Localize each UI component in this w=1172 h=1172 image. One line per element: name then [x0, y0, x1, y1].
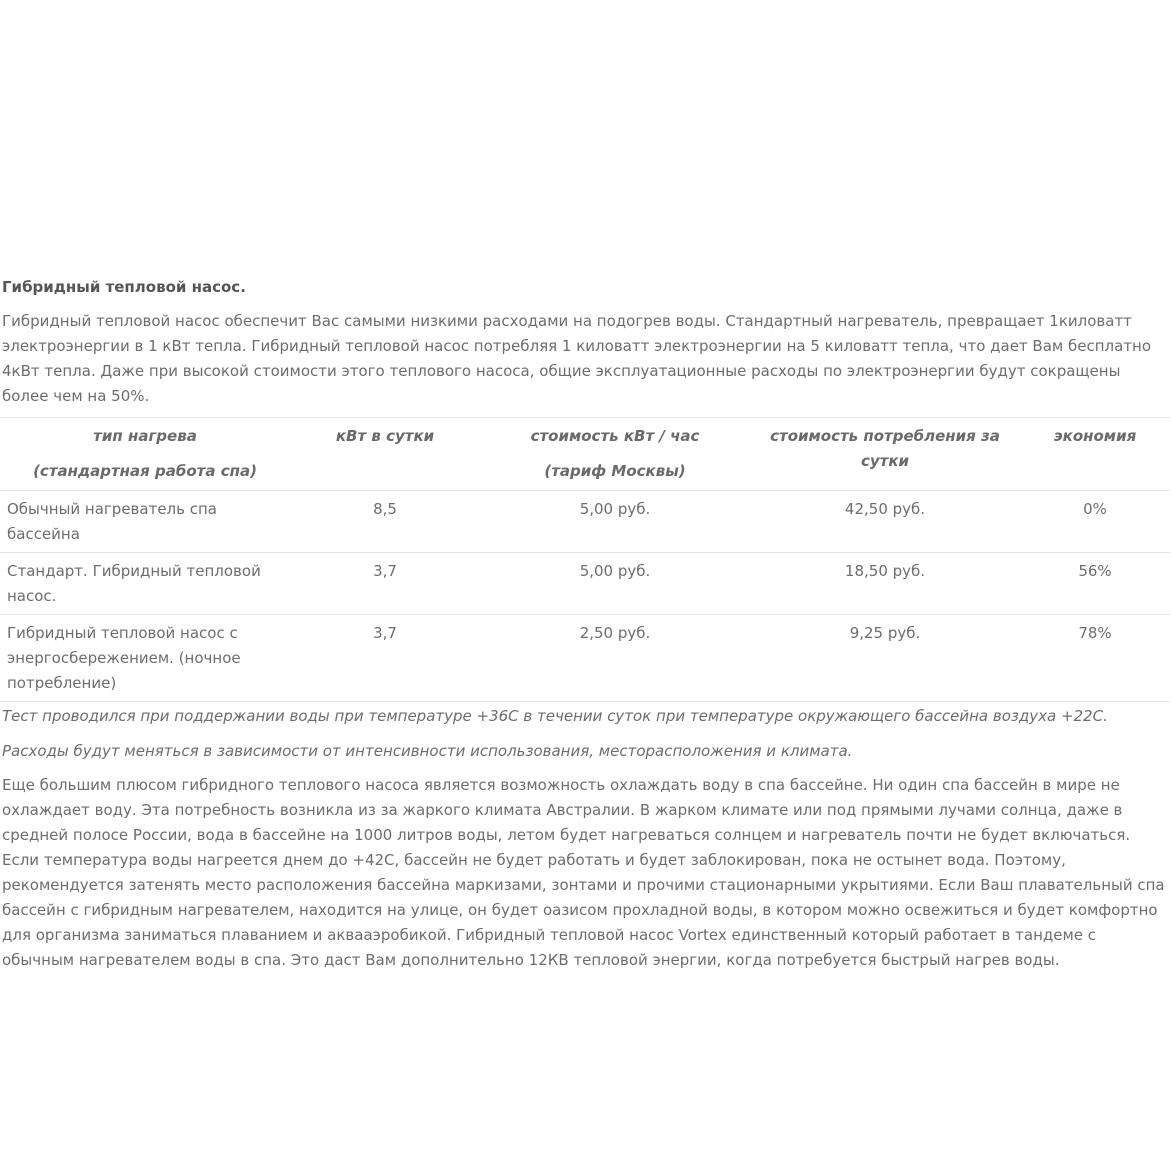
column-header-label: экономия: [1053, 427, 1137, 445]
table-cell: 18,50 руб.: [750, 553, 1020, 615]
column-header-label: стоимость кВт / час: [530, 427, 700, 445]
table-cell: Стандарт. Гибридный тепловой насос.: [0, 553, 290, 615]
table-cell: 0%: [1020, 491, 1170, 553]
table-row: [0, 553, 1170, 615]
column-header-heating-type: [0, 418, 290, 491]
intro-paragraph: Гибридный тепловой насос обеспечит Вас самыми низкими расходами на подогрев воды. Стандартный нагреватель, превращает 1киловатт электроэнергии в 1 кВт тепла. Гибридный тепловой насос потребляя 1 киловатт электроэнергии на 5 киловатт тепла, что дает Вам бесплатно 4кВт тепла. Даже при высокой стоимости этого теплового насоса, общие эксплуатационные расходы по электроэнергии будут сокращены более чем на 50%.: [2, 312, 1152, 405]
table-cell: 5,00 руб.: [480, 491, 750, 553]
table-row: [0, 615, 1170, 702]
column-header-daily-cost: [750, 418, 1020, 491]
table-cell: 9,25 руб.: [750, 615, 1020, 702]
table-cell: 2,50 руб.: [480, 615, 750, 702]
column-header-sub: (тариф Москвы): [544, 462, 686, 480]
table-header-row: [0, 418, 1170, 491]
table-cell: 8,5: [290, 491, 480, 553]
table-cell: 3,7: [290, 553, 480, 615]
table-cell: 78%: [1020, 615, 1170, 702]
table-cell: 56%: [1020, 553, 1170, 615]
table-cell: Гибридный тепловой насос с энергосбережением. (ночное потребление): [0, 615, 290, 702]
column-header-sub: (стандартная работа спа): [33, 462, 257, 480]
column-header-label: тип нагрева: [93, 427, 197, 445]
column-header-label: кВт в сутки: [335, 427, 435, 445]
table-cell: 5,00 руб.: [480, 553, 750, 615]
table-cell: 3,7: [290, 615, 480, 702]
test-conditions-note: Тест проводился при поддержании воды при температуре +36С в течении суток при температуре окружающего бассейна воздуха +22С.: [2, 707, 1108, 725]
table-row: [0, 491, 1170, 553]
article: [2, 274, 1170, 973]
cost-variation-note: Расходы будут меняться в зависимости от интенсивности использования, месторасположения и климата.: [2, 742, 853, 760]
column-header-label: стоимость потребления за сутки: [770, 427, 1000, 470]
column-header-kw-per-day: [290, 418, 480, 491]
column-header-kw-cost: [480, 418, 750, 491]
table-cell: Обычный нагреватель спа бассейна: [0, 491, 290, 553]
article-heading: Гибридный тепловой насос.: [2, 278, 246, 296]
cooling-paragraph: Еще большим плюсом гибридного теплового насоса является возможность охлаждать воду в спа бассейне. Ни один спа бассейн в мире не охлаждает воду. Эта потребность возникла из за жаркого климата Австралии. В жарком климате или под прямыми лучами солнца, даже в средней полосе России, вода в бассейне на 1000 литров воды, летом будет нагреваться солнцем и нагреватель почти не будет включаться. Если температура воды нагреется днем до +42С, бассейн не будет работать и будет заблокирован, пока не остынет вода. Поэтому, рекомендуется затенять место расположения бассейна маркизами, зонтами и прочими стационарными укрытиями. Если Ваш плавательный спа бассейн с гибридным нагревателем, находится на улице, он будет оазисом прохладной воды, в котором можно освежиться и будет комфортно для организма заниматься плаванием и аквааэробикой. Гибридный тепловой насос Vortex единственный который работает в тандеме с обычным нагревателем воды в спа. Это даст Вам дополнительно 12КВ тепловой энергии, когда потребуется быстрый нагрев воды.: [2, 776, 1165, 969]
table-cell: 42,50 руб.: [750, 491, 1020, 553]
column-header-savings: [1020, 418, 1170, 491]
heating-cost-table: [0, 417, 1170, 702]
